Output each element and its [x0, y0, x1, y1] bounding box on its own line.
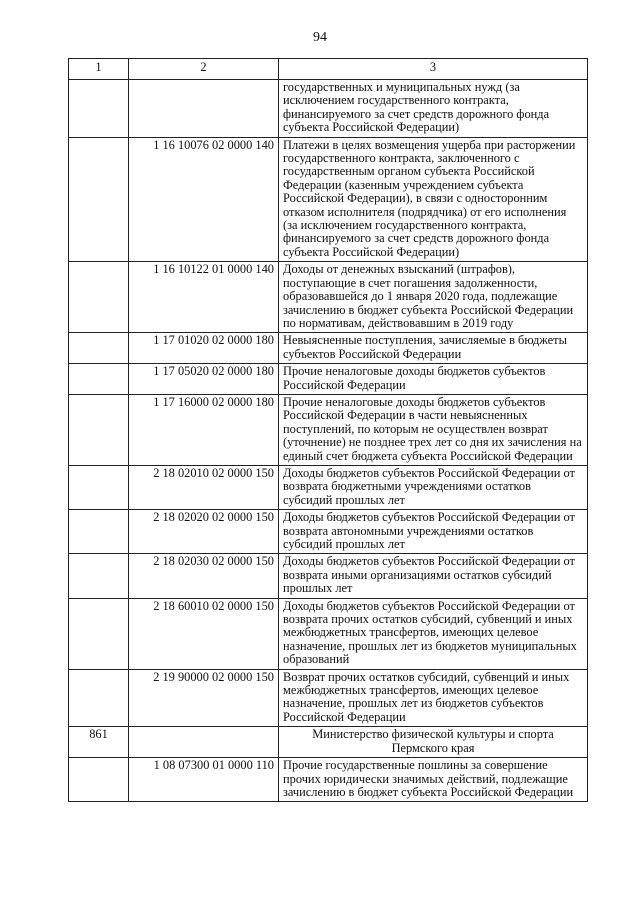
revenue-name-cell: Невыясненные поступления, зачисляемые в бюджеты субъектов Российской Федерации — [279, 333, 588, 364]
revenue-name-cell: Доходы бюджетов субъектов Российской Федерации от возврата иными организациями остатков субсидий прошлых лет — [279, 554, 588, 598]
revenue-code-cell: 1 16 10122 01 0000 140 — [129, 262, 279, 333]
revenue-name-cell: Доходы бюджетов субъектов Российской Федерации от возврата автономными учреждениями остатков субсидий прошлых лет — [279, 510, 588, 554]
revenue-name-cell: Платежи в целях возмещения ущерба при расторжении государственного контракта, заключенного с государственным органом субъекта Российской Федерации (казенным учреждением субъекта Российской Федерации), в связи с односторонним отказом исполнителя (подрядчика) от его исполнения (за исключением государственного контракта, финансируемого за счет средств дорожного фонда субъекта Российской Федерации) — [279, 137, 588, 262]
table-row — [69, 669, 588, 727]
revenue-name-cell: Прочие неналоговые доходы бюджетов субъектов Российской Федерации в части невыясненных поступлений, по которым не осуществлен возврат (уточнение) не позднее трех лет со дня их зачисления на единый счет бюджета субъекта Российской Федерации — [279, 394, 588, 465]
revenue-code-cell: 1 16 10076 02 0000 140 — [129, 137, 279, 262]
admin-code-cell: 861 — [69, 727, 129, 758]
revenue-code-cell — [129, 80, 279, 138]
header-col-3: 3 — [279, 59, 588, 80]
admin-code-cell — [69, 669, 129, 727]
revenue-name-cell: Прочие государственные пошлины за совершение прочих юридически значимых действий, подлежащие зачислению в бюджет субъекта Российской Федерации — [279, 758, 588, 802]
revenue-code-cell: 2 19 90000 02 0000 150 — [129, 669, 279, 727]
admin-code-cell — [69, 394, 129, 465]
revenue-name-cell: государственных и муниципальных нужд (за исключением государственного контракта, финансируемого за счет средств дорожного фонда субъекта Российской Федерации) — [279, 80, 588, 138]
admin-code-cell — [69, 598, 129, 669]
table-row — [69, 465, 588, 509]
admin-code-cell — [69, 333, 129, 364]
revenue-code-cell — [129, 727, 279, 758]
revenue-code-cell: 2 18 02010 02 0000 150 — [129, 465, 279, 509]
header-col-2: 2 — [129, 59, 279, 80]
table-row — [69, 394, 588, 465]
table-row — [69, 80, 588, 138]
table-row — [69, 333, 588, 364]
revenue-name-cell: Доходы бюджетов субъектов Российской Федерации от возврата бюджетными учреждениями остатков субсидий прошлых лет — [279, 465, 588, 509]
table-row — [69, 758, 588, 802]
revenue-code-cell: 1 08 07300 01 0000 110 — [129, 758, 279, 802]
revenue-code-cell: 1 17 16000 02 0000 180 — [129, 394, 279, 465]
table-row — [69, 262, 588, 333]
table-header-row — [69, 59, 588, 80]
admin-code-cell — [69, 364, 129, 395]
header-col-1: 1 — [69, 59, 129, 80]
table-row — [69, 598, 588, 669]
revenue-code-cell: 2 18 60010 02 0000 150 — [129, 598, 279, 669]
admin-code-cell — [69, 80, 129, 138]
revenue-name-cell: Доходы от денежных взысканий (штрафов), поступающие в счет погашения задолженности, образовавшейся до 1 января 2020 года, подлежащие зачислению в бюджет субъекта Российской Федерации по нормативам, действовавшим в 2019 году — [279, 262, 588, 333]
admin-code-cell — [69, 262, 129, 333]
admin-code-cell — [69, 758, 129, 802]
revenue-code-cell: 1 17 05020 02 0000 180 — [129, 364, 279, 395]
admin-code-cell — [69, 465, 129, 509]
page-number: 94 — [313, 30, 327, 45]
revenue-name-cell: Доходы бюджетов субъектов Российской Федерации от возврата прочих остатков субсидий, субвенций и иных межбюджетных трансфертов, имеющих целевое назначение, прошлых лет из бюджетов муниципальных образований — [279, 598, 588, 669]
table-row — [69, 554, 588, 598]
admin-code-cell — [69, 137, 129, 262]
revenue-code-cell: 1 17 01020 02 0000 180 — [129, 333, 279, 364]
revenue-name-cell: Возврат прочих остатков субсидий, субвенций и иных межбюджетных трансфертов, имеющих целевое назначение, прошлых лет из бюджетов субъектов Российской Федерации — [279, 669, 588, 727]
admin-code-cell — [69, 554, 129, 598]
table-row — [69, 364, 588, 395]
table-row — [69, 137, 588, 262]
budget-codes-table — [68, 58, 588, 802]
revenue-code-cell: 2 18 02030 02 0000 150 — [129, 554, 279, 598]
revenue-name-cell: Министерство физической культуры и спорта Пермского края — [279, 727, 588, 758]
revenue-code-cell: 2 18 02020 02 0000 150 — [129, 510, 279, 554]
table-row — [69, 510, 588, 554]
table-body — [69, 80, 588, 802]
revenue-name-cell: Прочие неналоговые доходы бюджетов субъектов Российской Федерации — [279, 364, 588, 395]
admin-code-cell — [69, 510, 129, 554]
table-row-ministry — [69, 727, 588, 758]
